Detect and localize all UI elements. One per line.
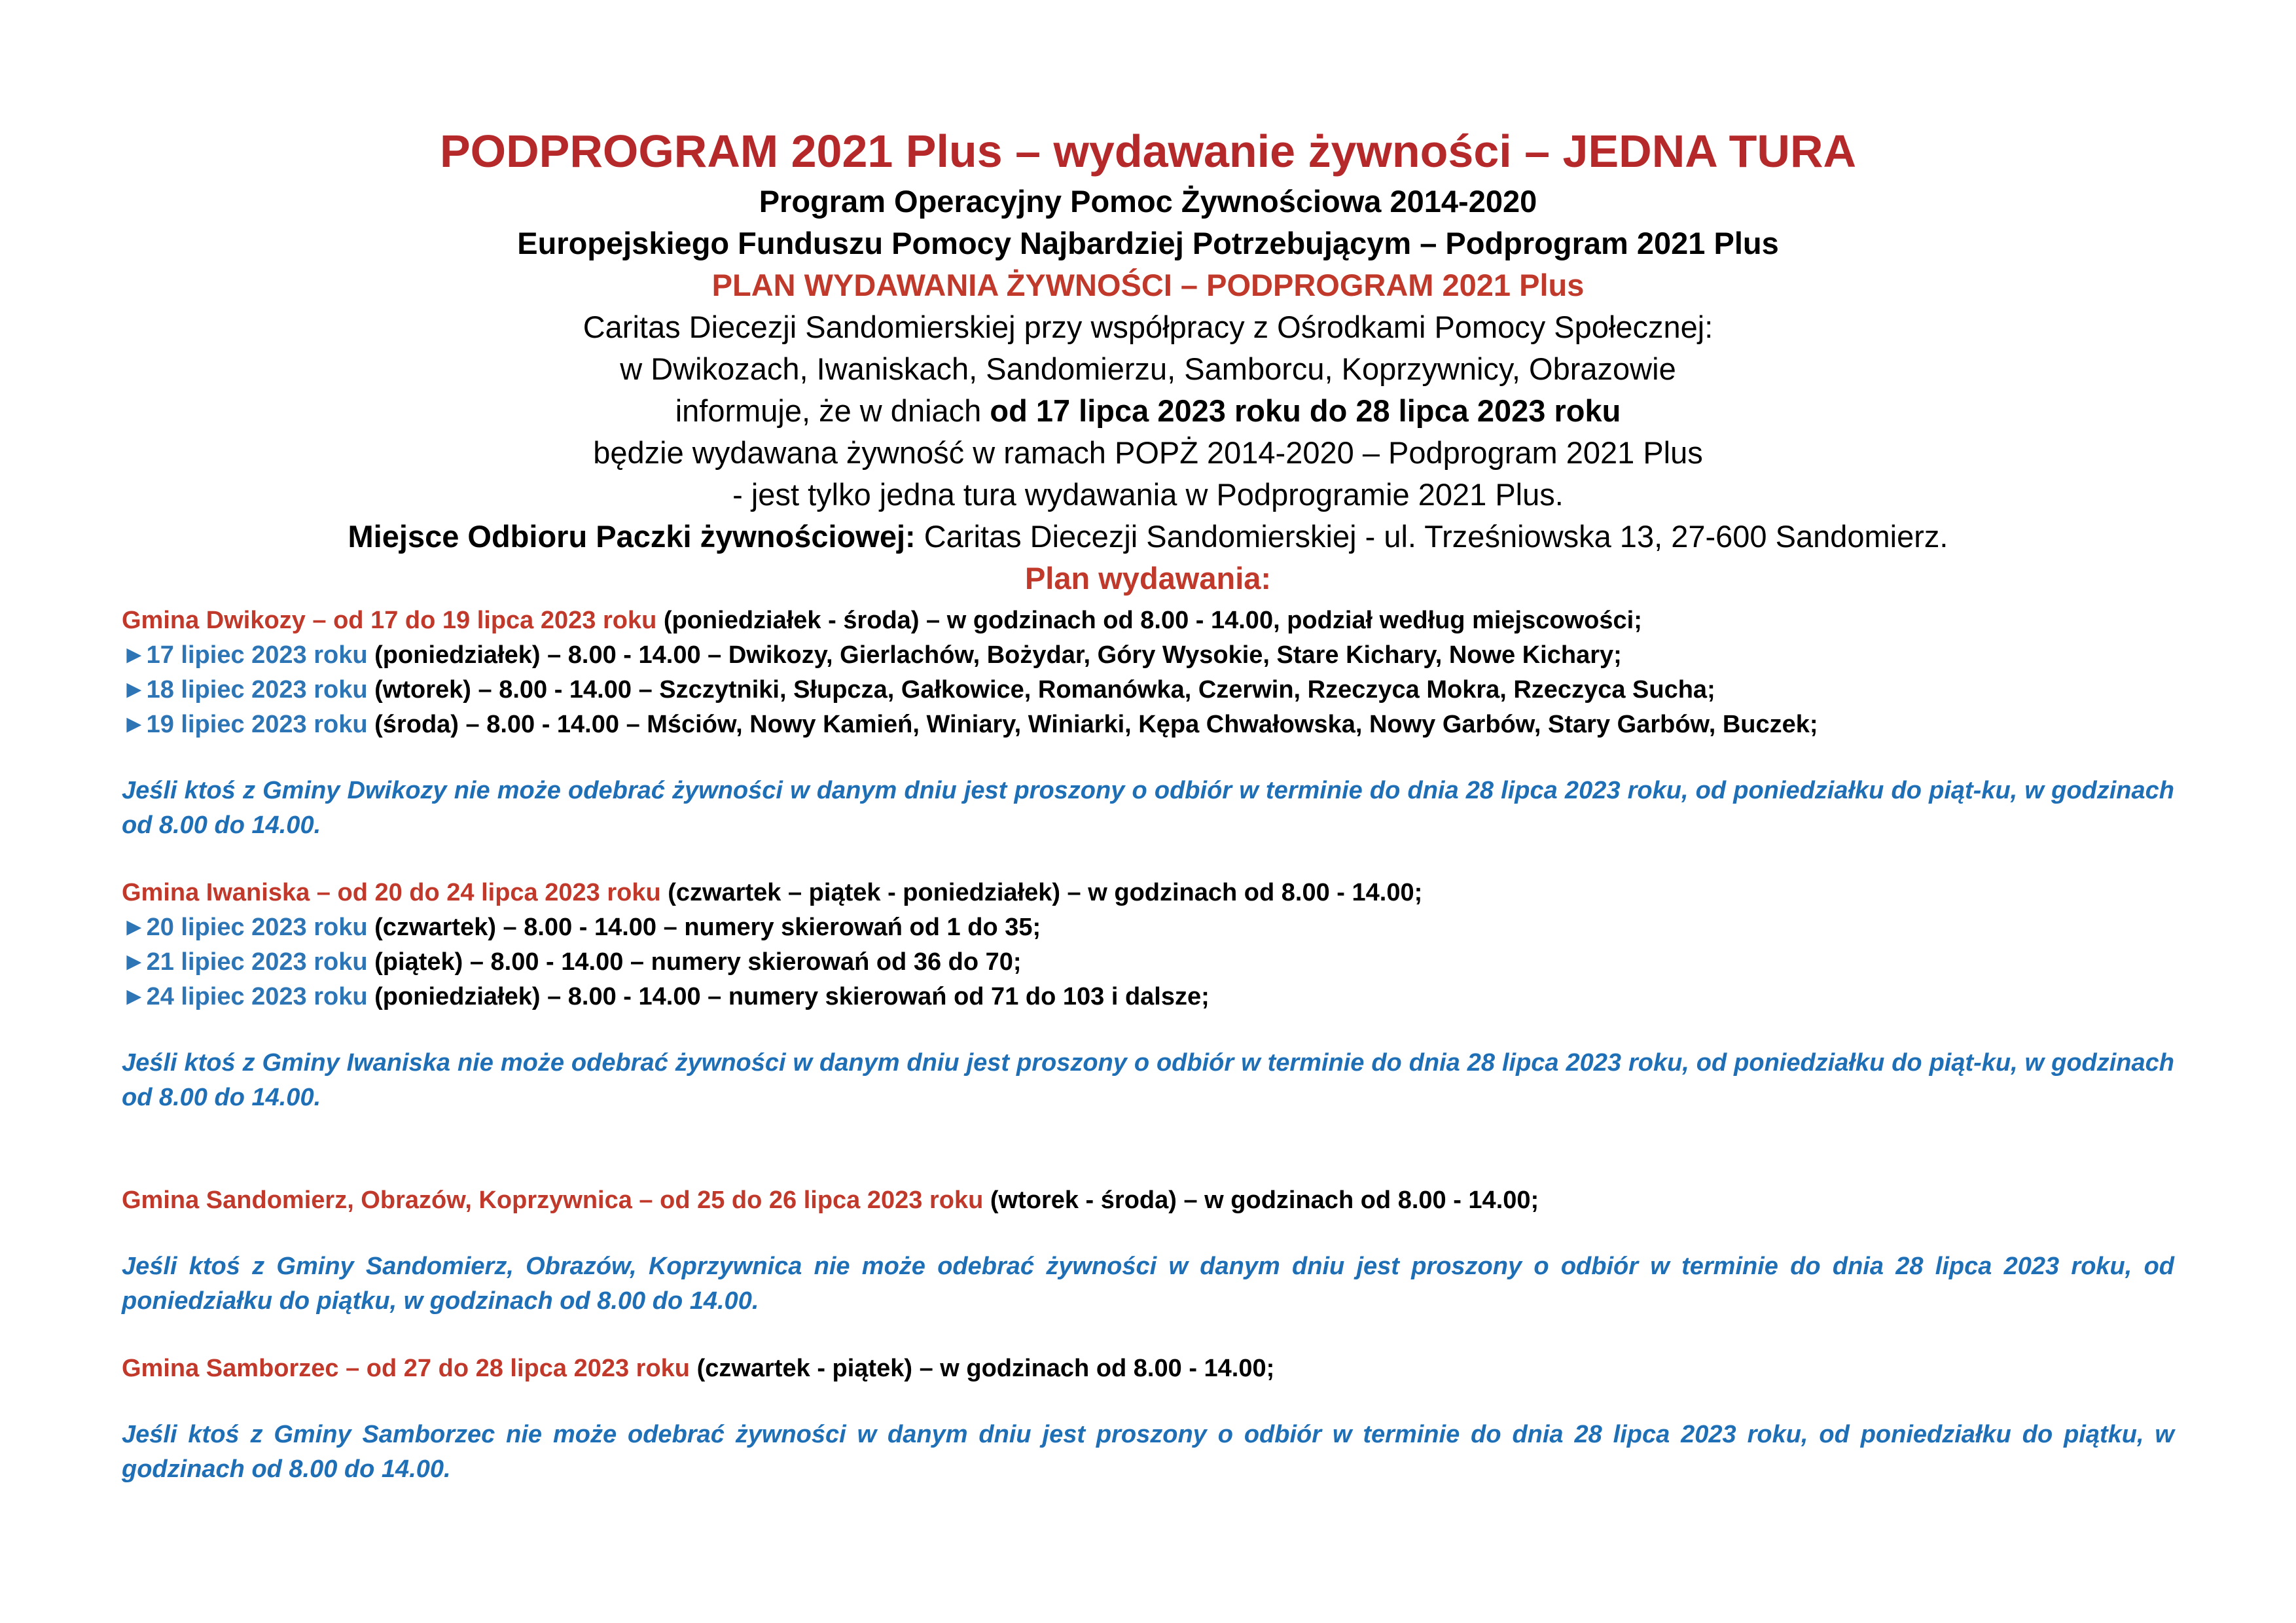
iwaniska-heading [122,876,2174,910]
inform-line [0,390,2296,432]
pickup-label: Miejsce Odbioru Paczki żywnościowej: [348,519,916,554]
day-date: ►17 lipiec 2023 roku [122,641,368,669]
pickup-value: Caritas Diecezji Sandomierskiej - ul. Trześniowska 13, 27-600 Sandomierz. [915,519,1948,554]
dwikozy-heading-details: (poniedziałek - środa) – w godzinach od 8.00 - 14.00, podział według miejscowości; [656,607,1642,634]
samborzec-heading-dates: Gmina Samborzec – od 27 do 28 lipca 2023 roku [122,1355,691,1382]
inform-dates: od 17 lipca 2023 roku do 28 lipca 2023 roku [990,393,1621,428]
day-details: (poniedziałek) – 8.00 - 14.00 – numery skierowań od 71 do 103 i dalsze; [367,983,1210,1010]
sandomierz-heading-dates: Gmina Sandomierz, Obrazów, Koprzywnica – od 25 do 26 lipca 2023 roku [122,1186,984,1214]
caritas-line: Caritas Diecezji Sandomierskiej przy współpracy z Ośrodkami Pomocy Społecznej: [583,310,1713,344]
places-line: w Dwikozach, Iwaniskach, Sandomierzu, Samborcu, Koprzywnicy, Obrazowie [620,351,1676,386]
samborzec-heading [122,1351,2174,1386]
dwikozy-day-1 [122,638,2174,673]
iwaniska-day-1 [122,910,2174,945]
day-date: ►19 lipiec 2023 roku [122,711,368,738]
fund-name: Europejskiego Funduszu Pomocy Najbardziej Potrzebującym – Podprogram 2021 Plus [517,226,1779,260]
iwaniska-heading-dates: Gmina Iwaniska – od 20 do 24 lipca 2023 roku [122,879,661,906]
iwaniska-note: Jeśli ktoś z Gminy Iwaniska nie może odebrać żywności w danym dniu jest proszony o odbiór w terminie do dnia 28 lipca 2023 roku, od poniedziałku do piąt-ku, w godzinach od 8.00 do 14.00. [122,1049,2174,1111]
samborzec-note: Jeśli ktoś z Gminy Samborzec nie może odebrać żywności w danym dniu jest proszony o odbiór w terminie do dnia 28 lipca 2023 roku, od poniedziałku do piątku, w godzinach od 8.00 do 14.00. [122,1421,2174,1483]
day-date: ►20 lipiec 2023 roku [122,914,368,941]
inform-prefix: informuje, że w dniach [675,393,990,428]
schedule-body [122,603,2174,1487]
iwaniska-day-2 [122,945,2174,980]
day-details: (wtorek) – 8.00 - 14.00 – Szczytniki, Słupcza, Gałkowice, Romanówka, Czerwin, Rzeczyca Mokra, Rzeczyca Sucha; [367,676,1715,704]
iwaniska-day-3 [122,980,2174,1014]
sandomierz-heading [122,1183,2174,1218]
program-name: Program Operacyjny Pomoc Żywnościowa 2014-2020 [759,184,1537,219]
sandomierz-note: Jeśli ktoś z Gminy Sandomierz, Obrazów, Koprzywnica nie może odebrać żywności w danym dniu jest proszony o odbiór w terminie do dnia 28 lipca 2023 roku, od poniedziałku do piątku, w godzinach od 8.00 do 14.00. [122,1253,2174,1315]
day-date: ►21 lipiec 2023 roku [122,948,368,976]
dwikozy-day-3 [122,707,2174,742]
sandomierz-heading-details: (wtorek - środa) – w godzinach od 8.00 - 14.00; [983,1186,1539,1214]
document-title: PODPROGRAM 2021 Plus – wydawanie żywności – JEDNA TURA [439,126,1857,177]
iwaniska-heading-details: (czwartek – piątek - poniedziałek) – w godzinach od 8.00 - 14.00; [660,879,1423,906]
dwikozy-note: Jeśli ktoś z Gminy Dwikozy nie może odebrać żywności w danym dniu jest proszony o odbiór w terminie do dnia 28 lipca 2023 roku, od poniedziałku do piąt-ku, w godzinach od 8.00 do 14.00. [122,777,2174,839]
dwikozy-heading [122,603,2174,638]
plan-label: Plan wydawania: [1024,561,1272,596]
day-details: (poniedziałek) – 8.00 - 14.00 – Dwikozy, Gierlachów, Bożydar, Góry Wysokie, Stare Kichary, Nowe Kichary; [367,641,1622,669]
plan-heading: PLAN WYDAWANIA ŻYWNOŚCI – PODPROGRAM 2021 Plus [711,268,1585,302]
dwikozy-heading-dates: Gmina Dwikozy – od 17 do 19 lipca 2023 roku [122,607,657,634]
day-details: (czwartek) – 8.00 - 14.00 – numery skierowań od 1 do 35; [367,914,1041,941]
pickup-line [0,516,2296,558]
day-date: ►18 lipiec 2023 roku [122,676,368,704]
day-date: ►24 lipiec 2023 roku [122,983,368,1010]
distribution-line: będzie wydawana żywność w ramach POPŻ 2014-2020 – Podprogram 2021 Plus [593,435,1703,470]
one-round-line: - jest tylko jedna tura wydawania w Podprogramie 2021 Plus. [732,477,1564,512]
day-details: (piątek) – 8.00 - 14.00 – numery skierowań od 36 do 70; [367,948,1022,976]
day-details: (środa) – 8.00 - 14.00 – Mściów, Nowy Kamień, Winiary, Winiarki, Kępa Chwałowska, Nowy Garbów, Stary Garbów, Buczek; [367,711,1818,738]
samborzec-heading-details: (czwartek - piątek) – w godzinach od 8.00 - 14.00; [690,1355,1275,1382]
document-header [0,122,2296,599]
dwikozy-day-2 [122,673,2174,707]
